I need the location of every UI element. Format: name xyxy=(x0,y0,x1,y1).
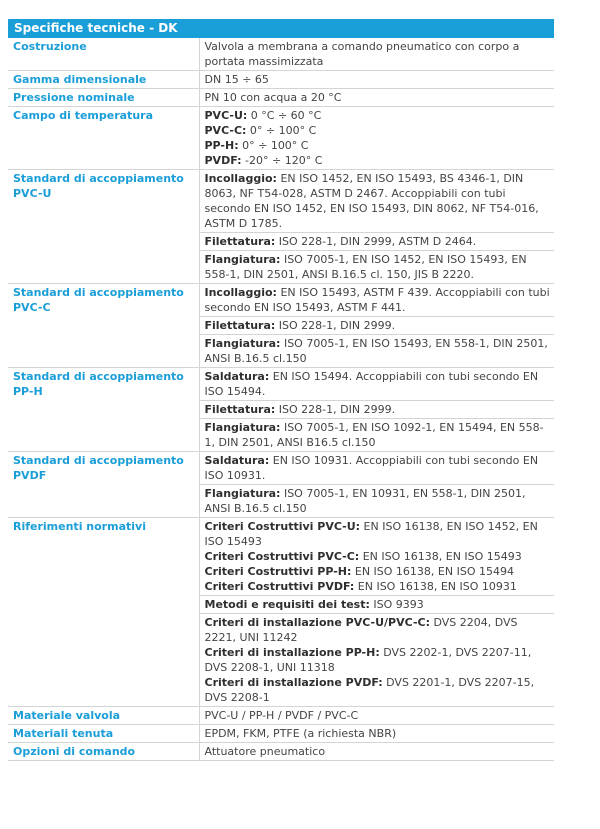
row-label: Standard di accoppiamento PP-H xyxy=(8,368,199,452)
value-key: Flangiatura: xyxy=(204,337,281,350)
value-text: DVS 2202-1, DVS 2207-11, DVS 2208-1, UNI 11318 xyxy=(204,646,532,674)
value-line xyxy=(205,579,551,594)
value-text: ISO 7005-1, EN ISO 1452, EN ISO 15493, EN 558-1, DIN 2501, ANSI B.16.5 cl. 150, JIS B 2220. xyxy=(204,253,527,281)
value-key: Criteri Costruttivi PP-H: xyxy=(204,565,352,578)
value-line xyxy=(205,123,551,138)
row-value xyxy=(199,368,554,401)
value-key: PVC-U: xyxy=(204,109,248,122)
row-value xyxy=(199,284,554,317)
value-line xyxy=(205,285,551,315)
row-value xyxy=(199,317,554,335)
value-line xyxy=(205,153,551,168)
value-key: Criteri Costruttivi PVDF: xyxy=(204,580,355,593)
row-value xyxy=(199,743,554,761)
value-key: PP-H: xyxy=(204,139,239,152)
table-row xyxy=(8,38,554,71)
value-line xyxy=(205,486,551,516)
value-line xyxy=(205,138,551,153)
value-text: Attuatore pneumatico xyxy=(204,745,326,758)
value-key: Flangiatura: xyxy=(204,253,281,266)
value-key: Metodi e requisiti dei test: xyxy=(204,598,370,611)
value-line xyxy=(205,252,551,282)
value-text: ISO 228-1, DIN 2999, ASTM D 2464. xyxy=(275,235,477,248)
value-key: Filettatura: xyxy=(204,319,276,332)
value-text: EN ISO 16138, EN ISO 15494 xyxy=(351,565,514,578)
value-line xyxy=(205,645,551,675)
value-text: DN 15 ÷ 65 xyxy=(204,73,269,86)
value-line xyxy=(205,90,551,105)
value-text: DVS 2201-1, DVS 2207-15, DVS 2208-1 xyxy=(204,676,535,704)
row-value xyxy=(199,452,554,485)
value-line xyxy=(205,708,551,723)
value-key: Criteri di installazione PVC-U/PVC-C: xyxy=(204,616,430,629)
value-text: ISO 9393 xyxy=(369,598,424,611)
table-row xyxy=(8,725,554,743)
value-key: Filettatura: xyxy=(204,403,276,416)
value-text: EN ISO 16138, EN ISO 1452, EN ISO 15493 xyxy=(204,520,538,548)
value-text: ISO 7005-1, EN ISO 1092-1, EN 15494, EN 558-1, DIN 2501, ANSI B16.5 cl.150 xyxy=(204,421,544,449)
value-line xyxy=(205,744,551,759)
value-line xyxy=(205,597,551,612)
row-label: Standard di accoppiamento PVDF xyxy=(8,452,199,518)
value-line xyxy=(205,234,551,249)
row-value xyxy=(199,170,554,233)
value-text: DVS 2204, DVS 2221, UNI 11242 xyxy=(204,616,518,644)
value-text: ISO 7005-1, EN ISO 15493, EN 558-1, DIN 2501, ANSI B.16.5 cl.150 xyxy=(204,337,548,365)
value-key: Saldatura: xyxy=(204,370,270,383)
value-line xyxy=(205,336,551,366)
value-text: 0 °C ÷ 60 °C xyxy=(247,109,322,122)
value-text: ISO 228-1, DIN 2999. xyxy=(275,319,396,332)
table-row xyxy=(8,89,554,107)
value-key: Flangiatura: xyxy=(204,487,281,500)
row-value xyxy=(199,419,554,452)
row-label: Opzioni di comando xyxy=(8,743,199,761)
value-key: Incollaggio: xyxy=(204,172,277,185)
row-value xyxy=(199,89,554,107)
table-row xyxy=(8,71,554,89)
value-text: ISO 7005-1, EN 10931, EN 558-1, DIN 2501, ANSI B.16.5 cl.150 xyxy=(204,487,526,515)
spec-sheet xyxy=(8,19,554,761)
value-line xyxy=(205,402,551,417)
value-text: EN ISO 16138, EN ISO 15493 xyxy=(359,550,522,563)
value-text: -20° ÷ 120° C xyxy=(241,154,323,167)
row-value xyxy=(199,596,554,614)
spec-table xyxy=(8,38,554,761)
value-text: PVC-U / PP-H / PVDF / PVC-C xyxy=(204,709,359,722)
value-line xyxy=(205,615,551,645)
value-text: PN 10 con acqua a 20 °C xyxy=(204,91,342,104)
value-text: EN ISO 10931. Accoppiabili con tubi secondo EN ISO 10931. xyxy=(204,454,539,482)
row-label: Riferimenti normativi xyxy=(8,518,199,707)
row-label: Costruzione xyxy=(8,38,199,71)
table-row xyxy=(8,284,554,317)
value-key: Flangiatura: xyxy=(204,421,281,434)
value-text: 0° ÷ 100° C xyxy=(246,124,317,137)
value-line xyxy=(205,39,551,69)
value-key: Saldatura: xyxy=(204,454,270,467)
value-line xyxy=(205,108,551,123)
table-title: Specifiche tecniche - DK xyxy=(8,19,554,38)
value-line xyxy=(205,420,551,450)
row-value xyxy=(199,614,554,707)
row-value xyxy=(199,335,554,368)
value-line xyxy=(205,519,551,549)
value-text: Valvola a membrana a comando pneumatico con corpo a portata massimizzata xyxy=(204,40,520,68)
value-line xyxy=(205,369,551,399)
row-label: Materiale valvola xyxy=(8,707,199,725)
value-key: Criteri di installazione PP-H: xyxy=(204,646,380,659)
value-key: PVC-C: xyxy=(204,124,247,137)
row-value xyxy=(199,251,554,284)
value-text: 0° ÷ 100° C xyxy=(238,139,309,152)
value-line xyxy=(205,675,551,705)
row-value xyxy=(199,71,554,89)
value-line xyxy=(205,318,551,333)
table-row xyxy=(8,107,554,170)
value-text: EN ISO 15494. Accoppiabili con tubi secondo EN ISO 15494. xyxy=(204,370,539,398)
value-line xyxy=(205,72,551,87)
table-row xyxy=(8,368,554,401)
row-value xyxy=(199,518,554,596)
table-row xyxy=(8,170,554,233)
row-value xyxy=(199,485,554,518)
table-row xyxy=(8,707,554,725)
row-label: Gamma dimensionale xyxy=(8,71,199,89)
value-line xyxy=(205,453,551,483)
row-value xyxy=(199,707,554,725)
row-label: Standard di accoppiamento PVC-U xyxy=(8,170,199,284)
value-line xyxy=(205,726,551,741)
row-value xyxy=(199,401,554,419)
value-text: EN ISO 15493, ASTM F 439. Accoppiabili con tubi secondo EN ISO 15493, ASTM F 441. xyxy=(204,286,550,314)
value-key: Criteri di installazione PVDF: xyxy=(204,676,383,689)
row-value xyxy=(199,107,554,170)
row-value xyxy=(199,233,554,251)
value-key: Criteri Costruttivi PVC-U: xyxy=(204,520,361,533)
value-key: Incollaggio: xyxy=(204,286,277,299)
value-line xyxy=(205,564,551,579)
table-row xyxy=(8,743,554,761)
value-text: EPDM, FKM, PTFE (a richiesta NBR) xyxy=(204,727,397,740)
value-text: ISO 228-1, DIN 2999. xyxy=(275,403,396,416)
table-row xyxy=(8,518,554,596)
table-row xyxy=(8,452,554,485)
value-key: PVDF: xyxy=(204,154,242,167)
value-key: Criteri Costruttivi PVC-C: xyxy=(204,550,360,563)
row-value xyxy=(199,725,554,743)
row-label: Campo di temperatura xyxy=(8,107,199,170)
value-key: Filettatura: xyxy=(204,235,276,248)
row-label: Standard di accoppiamento PVC-C xyxy=(8,284,199,368)
row-value xyxy=(199,38,554,71)
row-label: Materiali tenuta xyxy=(8,725,199,743)
value-text: EN ISO 16138, EN ISO 10931 xyxy=(354,580,517,593)
row-label: Pressione nominale xyxy=(8,89,199,107)
value-line xyxy=(205,171,551,231)
value-line xyxy=(205,549,551,564)
value-text: EN ISO 1452, EN ISO 15493, BS 4346-1, DIN 8063, NF T54-028, ASTM D 2467. Accoppiabili con tubi secondo EN ISO 1452, EN ISO 15493, DIN 8062, NF T54-016, ASTM D 1785. xyxy=(204,172,539,230)
